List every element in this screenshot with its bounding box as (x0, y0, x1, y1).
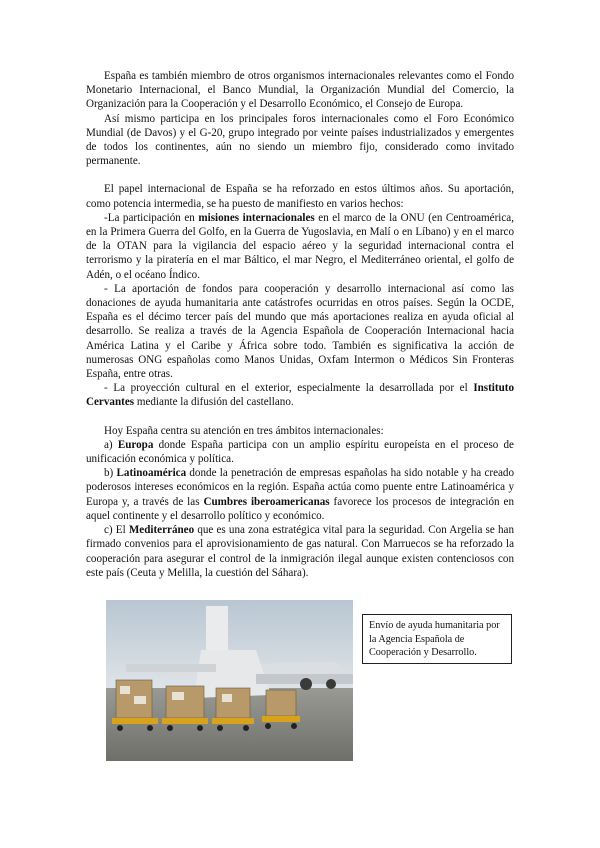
paragraph-cultura: - La proyección cultural en el exterior, especialmente la desarrollada por el Instituto Cervantes mediante la difusión del castellano. (86, 382, 514, 409)
paragraph-foros: Así mismo participa en los principales foros internacionales como el Foro Económico Mundial (de Davos) y el G-20, grupo integrado por veinte países industrializados y emergentes de todos los continentes, aún no siendo un miembro fijo, considerado como invitado permanente. (86, 112, 514, 168)
body-text (86, 69, 514, 580)
paragraph-misiones: -La participación en misiones internacionales en el marco de la ONU (en Centroamérica, en la Primera Guerra del Golfo, en la Guerra de Yugoslavia, en Malí o en Líbano) y en el marco de la OTAN para la vigilancia del espacio aéreo y la seguridad internacional contra el terrorismo y la piratería en el mar Báltico, el mar Negro, el Mediterráneo oriental, el golfo de Adén, o el océano Índico. (86, 211, 514, 281)
paragraph-europa: a) Europa donde España participa con un amplio espíritu europeísta en el proceso de unificación económica y política. (86, 438, 514, 466)
paragraph-cooperacion: - La aportación de fondos para cooperación y desarrollo internacional así como las donaciones de ayuda humanitaria ante catástrofes ocurridas en otros países. Según la OCDE, España es el décimo tercer país del mundo que más aportaciones realiza en ayuda oficial al desarrollo. Se realiza a través de la Agencia Española de Cooperación Internacional hacia América Latina y el Caribe y África sobre todo. También es significativa la acción de numerosas ONG españolas como Manos Unidas, Oxfam Intermon o Médicos Sin Fronteras España, entre otras. (86, 282, 514, 381)
photo-caption: Envío de ayuda humanitaria por la Agencia Española de Cooperación y Desarrollo. (362, 614, 512, 664)
paragraph-papel: El papel internacional de España se ha reforzado en estos últimos años. Su aportación, como potencia intermedia, se ha puesto de manifiesto en varios hechos: (86, 183, 514, 210)
paragraph-latinoamerica: b) Latinoamérica donde la penetración de empresas españolas ha sido notable y ha creado poderosos intereses económicos en la región. España actúa como puente entre Latinoamérica y Europa y, a través de las Cumbres iberoamericanas favorece los procesos de integración en aquel continente y el desarrollo político y económico. (86, 467, 515, 522)
paragraph-organismos: España es también miembro de otros organismos internacionales relevantes como el Fondo Monetario Internacional, el Banco Mundial, la Organización Mundial del Comercio, la Organización para la Cooperación y el Desarrollo Económico, el Consejo de Europa. (86, 70, 514, 111)
photo-aid-plane (106, 600, 353, 761)
paragraph-ambitos: Hoy España centra su atención en tres ámbitos internacionales: (104, 424, 384, 437)
paragraph-mediterraneo: c) El Mediterráneo que es una zona estratégica vital para la seguridad. Con Argelia se han firmado convenios para el aprovisionamiento de gas natural. Con Marruecos se ha reforzado la cooperación para asegurar el control de la inmigración ilegal aunque existen contenciosos con este país (Ceuta y Melilla, la cuestión del Sáhara). (86, 524, 514, 579)
